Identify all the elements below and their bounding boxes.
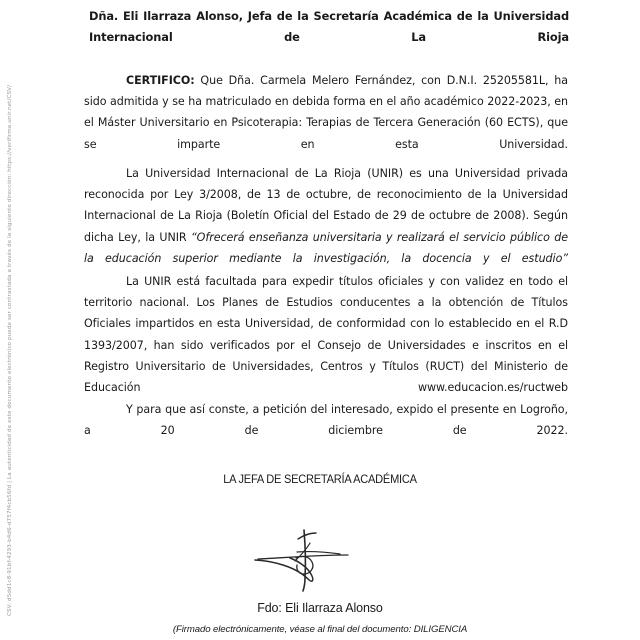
certifico-body: Que Dña. Carmela Melero Fernández, con D.N.I. 25205581L, ha sido admitida y se ha matriculado en debida forma en el año académico 2022-2023, en el Máster Universitario en Psicoterapia: Terapias de Tercera Generación (60 ECTS), que se imparte en esta Universidad.	[84, 74, 568, 151]
unir-quote: “Ofrecerá enseñanza universitaria y realizará el servicio público de la educación superior mediante la investigación, la docencia y el estudio”	[84, 230, 568, 265]
paragraph-certifico	[84, 70, 568, 176]
csv-verification-text: CSV: d5dd1c8-91bf-4293-b4d6-d757f4cb56fd | La autenticidad de este documento electrónico puede ser contrastada a través de la siguiente dirección: https://verifirma.unir.net/CSV/	[7, 84, 13, 616]
conste-body: Y para que así conste, a petición del interesado, expido el presente en Logroño, a 20 de diciembre de 2022.	[84, 403, 568, 438]
paragraph-conste	[84, 399, 568, 463]
paragraph-titulos	[84, 271, 568, 419]
certifico-label: CERTIFICO:	[126, 74, 195, 87]
document-heading: Dña. Eli Ilarraza Alonso, Jefa de la Secretaría Académica de la Universidad Internacional de La Rioja	[89, 9, 569, 44]
signature-block-heading: LA JEFA DE SECRETARÍA ACADÉMICA	[223, 472, 417, 486]
electronic-signature-note: (Firmado electrónicamente, véase al final del documento: DILIGENCIA	[172, 624, 468, 635]
handwritten-signature-icon	[252, 522, 372, 596]
titulos-body: La UNIR está facultada para expedir títulos oficiales y con validez en todo el territorio nacional. Los Planes de Estudios conducentes a la obtención de Títulos Oficiales impartidos en esta Universidad, de conformidad con lo establecido en el R.D 1393/2007, han sido verificados por el Consejo de Universidades e inscritos en el Registro Universitario de Universidades, Centros y Títulos (RUCT) del Ministerio de Educación www.educacion.es/ructweb	[84, 275, 568, 395]
unir-body: La Universidad Internacional de La Rioja (UNIR) es una Universidad privada reconocida por Ley 3/2008, de 13 de octubre, de reconocimiento de la Universidad Internacional de La Rioja (Boletín Oficial del Estado de 29 de octubre de 2008). Según dicha Ley, la UNIR	[84, 167, 568, 244]
signatory-name: Fdo: Eli Ilarraza Alonso	[257, 601, 383, 615]
